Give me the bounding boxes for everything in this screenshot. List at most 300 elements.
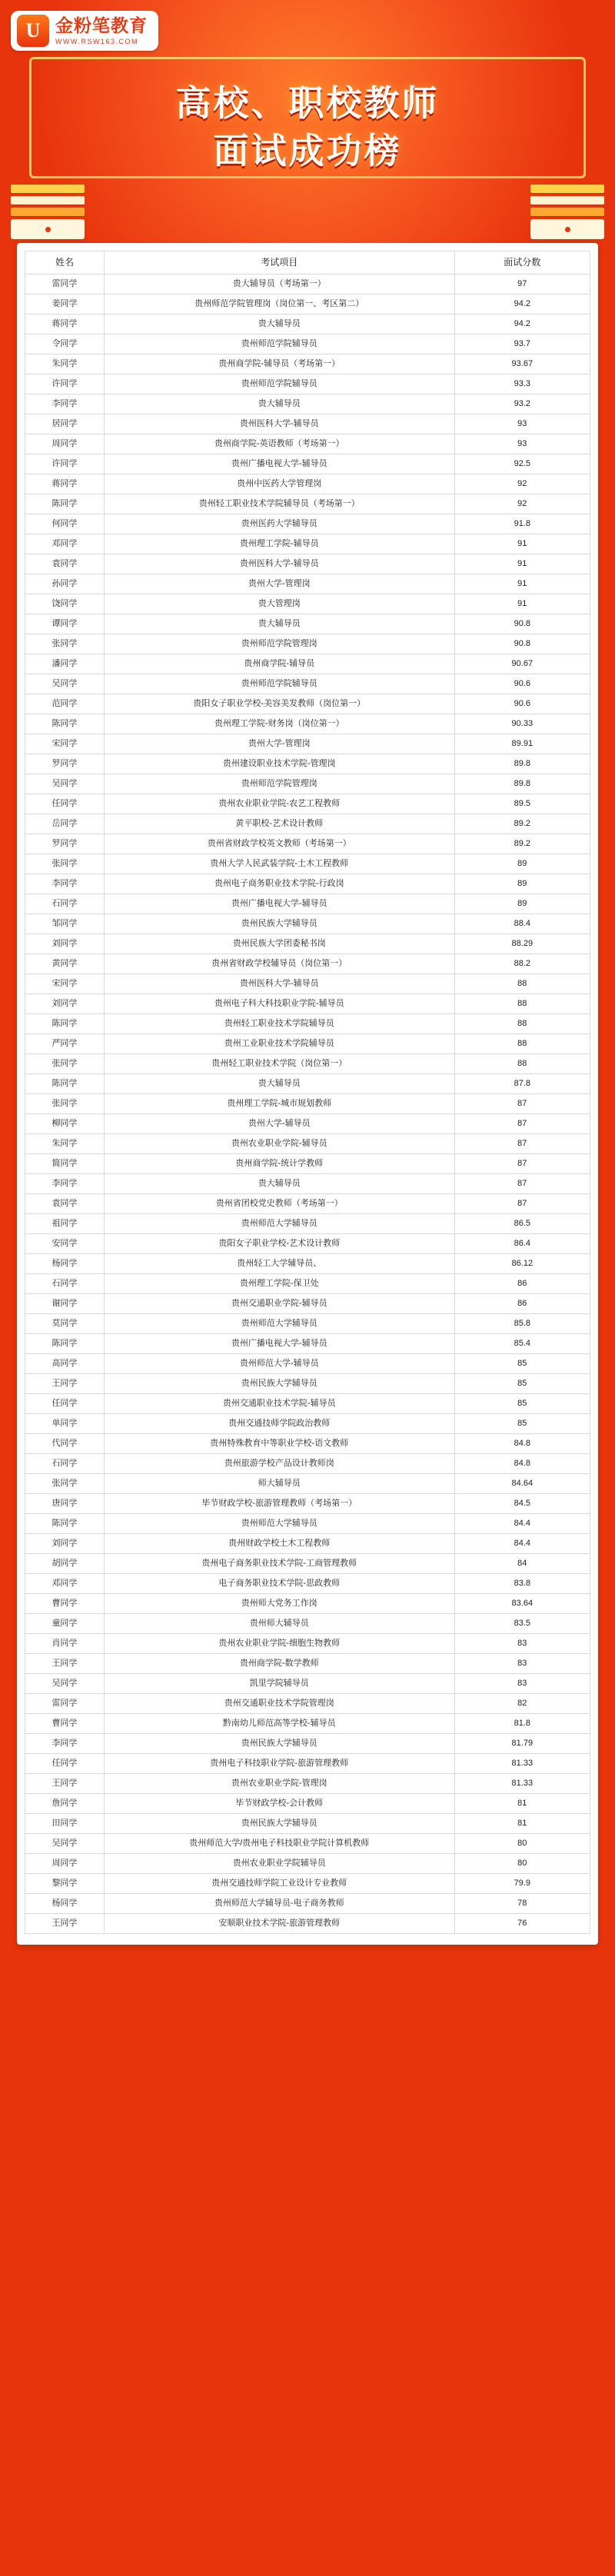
cell-item: 贵州师范大学辅导员 [104,1314,454,1334]
cell-item: 贵州师范学院辅导员 [104,674,454,694]
cell-item: 贵州理工学院-财务岗（岗位第一） [104,714,454,734]
cell-item: 贵州师范大学辅导员-电子商务教师 [104,1894,454,1914]
cell-item: 贵州广播电视大学-辅导员 [104,894,454,914]
cell-item: 贵州财政学校土木工程教师 [104,1534,454,1554]
table-row [25,1234,590,1254]
cell-item: 贵州商学院-辅导员 [104,654,454,674]
cell-name: 何同学 [25,514,105,534]
cell-item: 贵州医药大学辅导员 [104,514,454,534]
cell-item: 贵州理工学院-城市规划教师 [104,1094,454,1114]
table-row [25,714,590,734]
cell-name: 石同学 [25,1274,105,1294]
cell-name: 王同学 [25,1774,105,1794]
cell-score: 91 [454,554,590,574]
cell-score: 91.8 [454,514,590,534]
cell-item: 贵州医科大学-辅导员 [104,554,454,574]
cell-score: 88 [454,1014,590,1034]
cell-score: 93.7 [454,334,590,354]
table-row [25,1674,590,1694]
cell-item: 黔南幼儿师范高等学校-辅导员 [104,1714,454,1734]
table-row [25,1494,590,1514]
brand-url: WWW.RSW163.COM [55,37,138,45]
book-icon [11,208,85,216]
cell-score: 91 [454,574,590,594]
cell-name: 严同学 [25,1034,105,1054]
cell-item: 贵州工业职业技术学院辅导员 [104,1034,454,1054]
banner-title-line1: 高校、职校教师 [175,84,440,123]
cell-item: 安顺职业技术学院-旅游管理教师 [104,1914,454,1934]
cell-score: 89.8 [454,754,590,774]
cell-item: 贵州电子商务职业技术学院-行政岗 [104,874,454,894]
table-row [25,1714,590,1734]
cell-score: 84.5 [454,1494,590,1514]
cell-score: 85.4 [454,1334,590,1354]
cell-name: 吴同学 [25,674,105,694]
table-row [25,1774,590,1794]
cell-score: 83 [454,1674,590,1694]
cell-score: 92.5 [454,454,590,474]
cell-item: 贵州交通技师学院政治教师 [104,1414,454,1434]
cell-item: 贵州商学院-统计学教师 [104,1154,454,1174]
cell-item: 凯里学院辅导员 [104,1674,454,1694]
cell-score: 87 [454,1134,590,1154]
cell-name: 许同学 [25,454,105,474]
table-row [25,1374,590,1394]
cell-item: 贵州民族大学团委秘书岗 [104,934,454,954]
table-row [25,494,590,514]
cell-item: 贵州民族大学辅导员 [104,914,454,934]
table-row [25,1154,590,1174]
cell-name: 田同学 [25,1814,105,1834]
book-icon [530,185,604,193]
table-row [25,1894,590,1914]
cell-name: 王同学 [25,1654,105,1674]
table-row [25,794,590,814]
cell-item: 贵州交通职业技术学院管理岗 [104,1694,454,1714]
cell-item: 贵州省财政学校英文教师（考场第一） [104,834,454,854]
table-row [25,514,590,534]
cell-item: 贵州师大党务工作岗 [104,1594,454,1614]
table-row [25,754,590,774]
table-body [25,275,590,1934]
cell-item: 毕节财政学校-会计教师 [104,1794,454,1814]
cell-name: 孙同学 [25,574,105,594]
table-row [25,1114,590,1134]
cell-name: 刘同学 [25,934,105,954]
cell-item: 贵州师范大学辅导员 [104,1514,454,1534]
book-stack-right [530,185,604,239]
table-row [25,1354,590,1374]
cell-name: 任同学 [25,794,105,814]
cell-item: 贵州交通职业学院-辅导员 [104,1294,454,1314]
cell-score: 78 [454,1894,590,1914]
cell-score: 83.5 [454,1614,590,1634]
cell-name: 莫同学 [25,1314,105,1334]
table-row [25,574,590,594]
cell-score: 89.5 [454,794,590,814]
cell-score: 85 [454,1354,590,1374]
cell-name: 曹同学 [25,1714,105,1734]
cell-score: 97 [454,275,590,295]
cell-score: 83 [454,1654,590,1674]
cell-score: 84.64 [454,1474,590,1494]
brand-text [55,16,148,45]
cell-name: 石同学 [25,1454,105,1474]
table-row [25,1474,590,1494]
cell-name: 张同学 [25,1094,105,1114]
cell-item: 贵州师范学院辅导员 [104,374,454,394]
cell-name: 范同学 [25,694,105,714]
cell-item: 黄平职校-艺术设计教师 [104,814,454,834]
cell-score: 79.9 [454,1874,590,1894]
cell-name: 黄同学 [25,954,105,974]
cell-item: 贵州商学院-英语教师（考场第一） [104,434,454,454]
book-icon [11,185,85,193]
cell-score: 84.8 [454,1454,590,1474]
table-row [25,1694,590,1714]
table-row [25,1054,590,1074]
table-row [25,1614,590,1634]
brand-mark-icon: U [17,15,49,47]
cell-name: 胡同学 [25,1554,105,1574]
table-header-row [25,251,590,275]
cell-item: 贵州农业职业学院-管理岗 [104,1774,454,1794]
brand-logo [11,11,158,51]
table-row [25,894,590,914]
cell-item: 贵州电子科技职业学院-旅游管理教师 [104,1754,454,1774]
table-row [25,994,590,1014]
cell-item: 贵州师范学院管理岗 [104,634,454,654]
cell-name: 邓同学 [25,1574,105,1594]
cell-score: 84.4 [454,1534,590,1554]
cell-item: 贵州电子商务职业技术学院-工商管理教师 [104,1554,454,1574]
table-row [25,315,590,334]
cell-score: 89 [454,894,590,914]
cell-item: 贵州轻工职业技术学院辅导员 [104,1014,454,1034]
cell-name: 柳同学 [25,1114,105,1134]
cell-name: 张同学 [25,1054,105,1074]
table-row [25,654,590,674]
cell-item: 贵州理工学院-辅导员 [104,534,454,554]
cell-score: 93.67 [454,354,590,374]
cell-item: 贵州轻工职业技术学院（岗位第一） [104,1054,454,1074]
cell-score: 88 [454,994,590,1014]
cell-name: 任同学 [25,1754,105,1774]
cell-name: 石同学 [25,894,105,914]
cell-score: 81 [454,1794,590,1814]
cell-name: 陈同学 [25,1334,105,1354]
banner [0,51,615,189]
results-table [25,251,590,1934]
cell-score: 87 [454,1174,590,1194]
cell-name: 宋同学 [25,974,105,994]
cell-name: 杨同学 [25,1894,105,1914]
table-row [25,1094,590,1114]
cell-score: 83.8 [454,1574,590,1594]
cell-name: 姜同学 [25,295,105,315]
cell-name: 令同学 [25,334,105,354]
cell-item: 贵州建设职业技术学院-管理岗 [104,754,454,774]
cell-score: 89.2 [454,814,590,834]
cell-score: 86.4 [454,1234,590,1254]
cell-name: 杨同学 [25,1254,105,1274]
cell-item: 贵大辅导员 [104,394,454,414]
cell-name: 朱同学 [25,354,105,374]
cell-name: 许同学 [25,374,105,394]
cell-score: 87 [454,1154,590,1174]
cell-score: 81.33 [454,1774,590,1794]
cell-name: 高同学 [25,1354,105,1374]
cell-score: 81.79 [454,1734,590,1754]
table-row [25,1274,590,1294]
cell-score: 84.8 [454,1434,590,1454]
cell-score: 90.6 [454,674,590,694]
cell-item: 贵州轻工职业技术学院辅导员（考场第一） [104,494,454,514]
cell-name: 李同学 [25,394,105,414]
cell-name: 岳同学 [25,814,105,834]
cell-score: 86 [454,1294,590,1314]
cell-name: 邓同学 [25,534,105,554]
banner-title [0,65,615,175]
table-row [25,295,590,315]
cell-name: 谭同学 [25,614,105,634]
cell-item: 毕节财政学校-旅游管理教师（考场第一） [104,1494,454,1514]
cell-name: 陈同学 [25,1514,105,1534]
cell-name: 邹同学 [25,914,105,934]
cell-score: 90.8 [454,634,590,654]
table-row [25,1874,590,1894]
cell-score: 88 [454,1054,590,1074]
cell-name: 雷同学 [25,275,105,295]
table-row [25,454,590,474]
cell-item: 贵州特殊教育中等职业学校-语文教师 [104,1434,454,1454]
cell-score: 86 [454,1274,590,1294]
cell-score: 84 [454,1554,590,1574]
cell-name: 李同学 [25,1174,105,1194]
cell-score: 82 [454,1694,590,1714]
book-icon [530,208,604,216]
cell-score: 86.12 [454,1254,590,1274]
table-row [25,814,590,834]
book-icon [11,196,85,205]
cell-score: 88.4 [454,914,590,934]
table-row [25,1814,590,1834]
cell-item: 贵大辅导员 [104,1174,454,1194]
cell-name: 安同学 [25,1234,105,1254]
cell-score: 87 [454,1094,590,1114]
cell-name: 宋同学 [25,734,105,754]
cell-item: 贵州广播电视大学-辅导员 [104,1334,454,1354]
table-row [25,1034,590,1054]
cell-item: 贵大辅导员 [104,1074,454,1094]
cell-item: 贵州师范大学-辅导员 [104,1354,454,1374]
cell-score: 89.91 [454,734,590,754]
cell-item: 贵州旅游学校产品设计教师岗 [104,1454,454,1474]
cell-score: 89 [454,874,590,894]
cell-name: 吴同学 [25,1834,105,1854]
table-row [25,1294,590,1314]
cell-item: 贵州农业职业学院-辅导员 [104,1134,454,1154]
cell-name: 谢同学 [25,1294,105,1314]
results-card [17,243,598,1945]
cell-item: 贵州师范学院管理岗 [104,774,454,794]
cell-name: 蒋同学 [25,315,105,334]
cell-item: 贵州省团校党史教师（考场第一） [104,1194,454,1214]
cell-item: 贵州农业职业学院辅导员 [104,1854,454,1874]
table-row [25,374,590,394]
cell-score: 85 [454,1394,590,1414]
cell-item: 电子商务职业技术学院-思政教师 [104,1574,454,1594]
table-row [25,954,590,974]
cell-score: 90.6 [454,694,590,714]
table-row [25,1574,590,1594]
book-stack-left [11,185,85,239]
cell-item: 贵州省财政学校辅导员（岗位第一） [104,954,454,974]
cell-name: 陈同学 [25,1074,105,1094]
cell-score: 89.8 [454,774,590,794]
cell-name: 黎同学 [25,1874,105,1894]
table-row [25,1194,590,1214]
cell-score: 81 [454,1814,590,1834]
cell-item: 贵州师范学院辅导员 [104,334,454,354]
cell-name: 王同学 [25,1374,105,1394]
cell-score: 93.2 [454,394,590,414]
brand-name: 金粉笔教育 [55,15,148,36]
table-row [25,1434,590,1454]
logo-bar [0,0,615,51]
table-row [25,1534,590,1554]
cell-name: 周同学 [25,434,105,454]
cell-name: 居同学 [25,414,105,434]
table-row [25,734,590,754]
cell-score: 81.33 [454,1754,590,1774]
book-cover-icon [530,219,604,239]
table-row [25,934,590,954]
cell-item: 贵州商学院-数学教师 [104,1654,454,1674]
cell-name: 刘同学 [25,1534,105,1554]
cell-name: 李同学 [25,1734,105,1754]
cell-item: 贵州农业职业学院-细胞生物教师 [104,1634,454,1654]
table-row [25,1074,590,1094]
table-row [25,914,590,934]
cell-name: 陈同学 [25,494,105,514]
table-row [25,974,590,994]
table-row [25,1554,590,1574]
cell-item: 贵州师范学院管理岗（岗位第一、考区第二） [104,295,454,315]
cell-item: 贵州理工学院-保卫处 [104,1274,454,1294]
table-row [25,1414,590,1434]
table-row [25,674,590,694]
cell-name: 潘同学 [25,654,105,674]
book-cover-icon [11,219,85,239]
cell-item: 贵大辅导员 [104,315,454,334]
column-header-name: 姓名 [25,251,105,275]
cell-score: 84.4 [454,1514,590,1534]
cell-score: 92 [454,494,590,514]
cell-score: 88.29 [454,934,590,954]
cell-item: 贵州师范大学/贵州电子科技职业学院计算机教师 [104,1834,454,1854]
cell-name: 张同学 [25,854,105,874]
cell-score: 89 [454,854,590,874]
table-row [25,1594,590,1614]
cell-score: 81.8 [454,1714,590,1734]
cell-score: 83.64 [454,1594,590,1614]
cell-score: 86.5 [454,1214,590,1234]
cell-name: 詹同学 [25,1794,105,1814]
cell-name: 袁同学 [25,554,105,574]
cell-item: 贵州轻工大学辅导员、 [104,1254,454,1274]
cell-item: 贵州大学-管理岗 [104,574,454,594]
cell-score: 94.2 [454,295,590,315]
cell-item: 贵州电子科大科技职业学院-辅导员 [104,994,454,1014]
cell-name: 曹同学 [25,1594,105,1614]
cell-item: 贵大辅导员（考场第一） [104,275,454,295]
cell-item: 贵州大学-管理岗 [104,734,454,754]
table-row [25,634,590,654]
cell-name: 吴同学 [25,774,105,794]
cell-score: 88.2 [454,954,590,974]
cell-item: 贵大辅导员 [104,614,454,634]
table-row [25,414,590,434]
table-row [25,874,590,894]
cell-item: 贵州师范大学辅导员 [104,1214,454,1234]
table-row [25,394,590,414]
cell-score: 85 [454,1414,590,1434]
cell-item: 贵阳女子职业学校-艺术设计教师 [104,1234,454,1254]
cell-name: 陈同学 [25,1014,105,1034]
decorative-books [0,189,615,238]
cell-score: 87 [454,1194,590,1214]
column-header-score: 面试分数 [454,251,590,275]
cell-name: 朱同学 [25,1134,105,1154]
table-row [25,1254,590,1274]
cell-score: 88 [454,1034,590,1054]
cell-name: 吴同学 [25,1674,105,1694]
table-row [25,474,590,494]
cell-item: 贵州医科大学-辅导员 [104,974,454,994]
table-row [25,275,590,295]
cell-score: 91 [454,534,590,554]
cell-score: 83 [454,1634,590,1654]
cell-name: 肖同学 [25,1634,105,1654]
table-row [25,1454,590,1474]
cell-name: 袁同学 [25,1194,105,1214]
cell-score: 90.33 [454,714,590,734]
cell-score: 93.3 [454,374,590,394]
cell-name: 任同学 [25,1394,105,1414]
cell-item: 贵州中医药大学管理岗 [104,474,454,494]
table-row [25,1834,590,1854]
table-row [25,1014,590,1034]
cell-item: 贵大管理岗 [104,594,454,614]
cell-item: 贵州广播电视大学-辅导员 [104,454,454,474]
table-row [25,1314,590,1334]
cell-score: 91 [454,594,590,614]
cell-item: 贵州医科大学-辅导员 [104,414,454,434]
cell-score: 88 [454,974,590,994]
table-row [25,1214,590,1234]
cell-item: 贵州大学人民武装学院-土木工程教师 [104,854,454,874]
table-row [25,1794,590,1814]
cell-name: 张同学 [25,1474,105,1494]
cell-name: 蒋同学 [25,474,105,494]
cell-score: 87 [454,1114,590,1134]
cell-score: 90.8 [454,614,590,634]
cell-name: 刘同学 [25,994,105,1014]
table-row [25,434,590,454]
table-row [25,854,590,874]
cell-item: 贵州交通职业技术学院-辅导员 [104,1394,454,1414]
